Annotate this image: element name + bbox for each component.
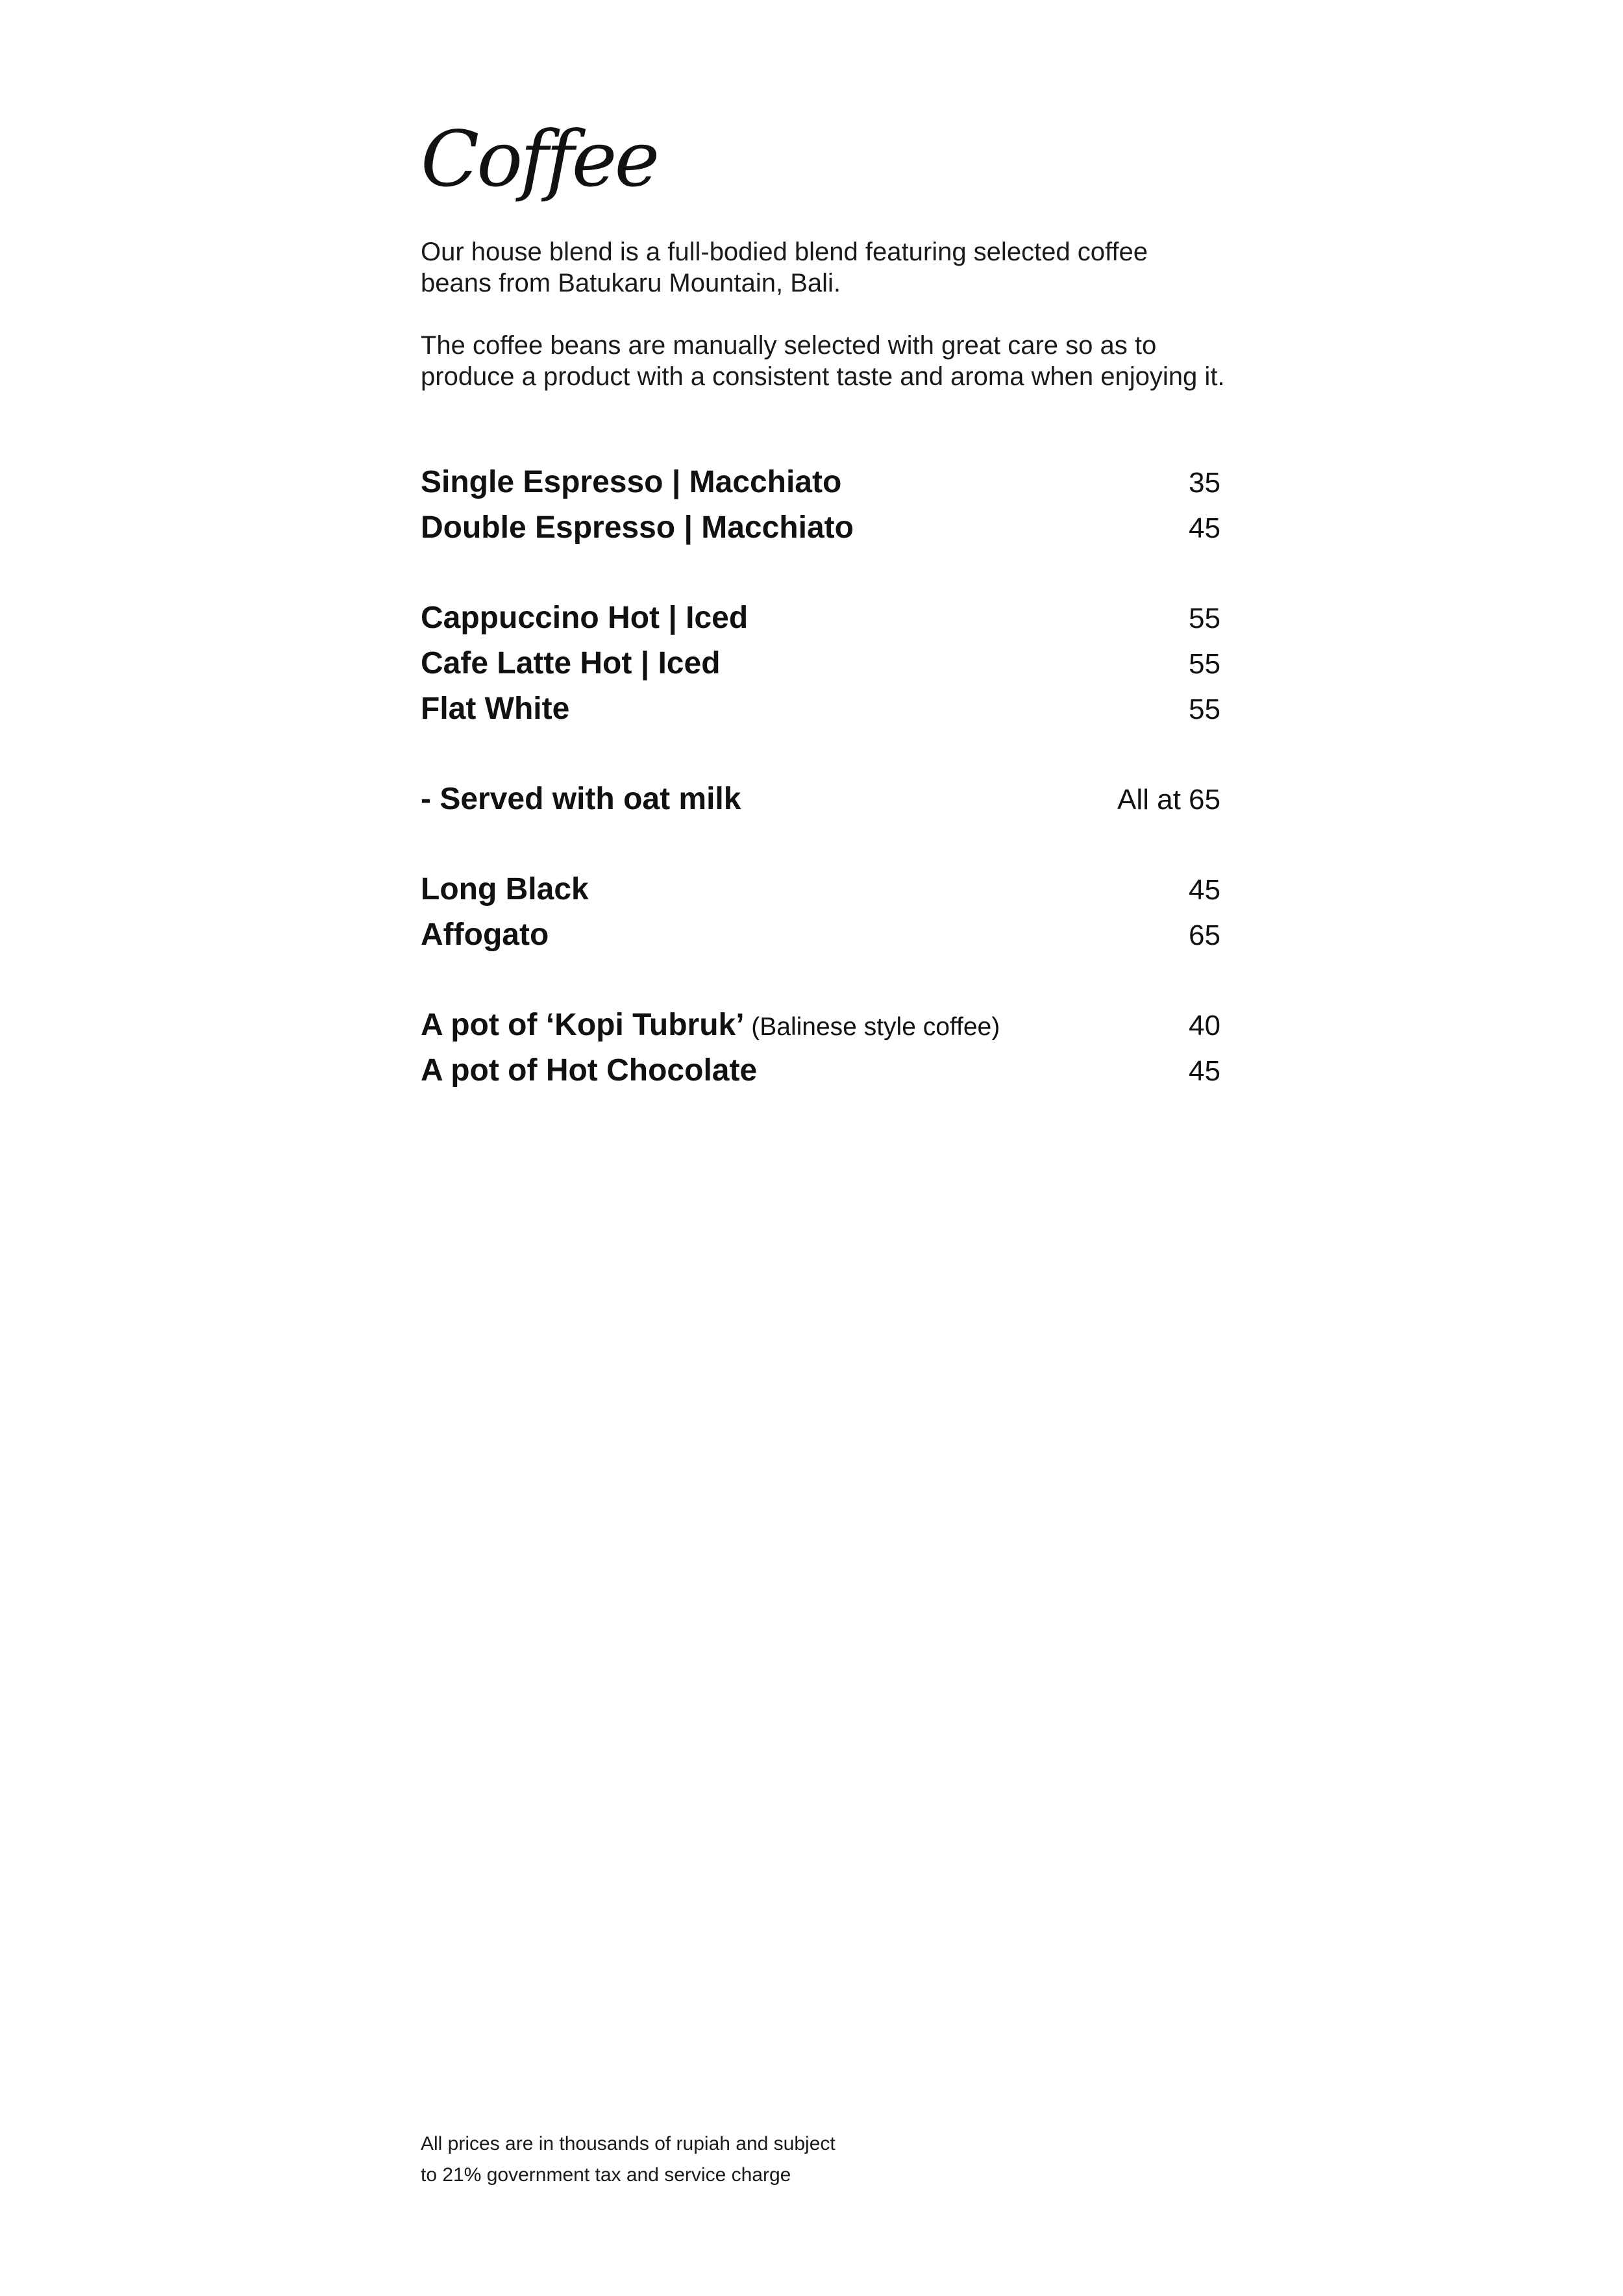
menu-item: [421, 1003, 1220, 1048]
menu-item: [421, 777, 1220, 822]
menu-item-price: 45: [1189, 1055, 1220, 1087]
menu-item-price: 45: [1189, 874, 1220, 906]
menu-item: [421, 505, 1220, 551]
menu-item-price: 65: [1189, 919, 1220, 951]
group-spacer: [421, 958, 1220, 1003]
menu-item: [421, 595, 1220, 641]
intro-paragraph-1: Our house blend is a full-bodied blend featuring selected coffee beans from Batukaru Mountain, Bali.: [421, 238, 1148, 297]
menu-item-name: Single Espresso | Macchiato: [421, 465, 842, 499]
menu-item: [421, 686, 1220, 732]
menu-item-name-wrapper: [421, 1003, 1000, 1050]
menu-item-price: 35: [1189, 467, 1220, 499]
menu-item: [421, 912, 1220, 958]
intro-text: [421, 236, 1226, 423]
group-spacer: [421, 732, 1220, 777]
menu-item-price: 40: [1189, 1010, 1220, 1042]
menu-item-name: Cafe Latte Hot | Iced: [421, 646, 721, 680]
menu-item-price: 45: [1189, 512, 1220, 544]
price-disclaimer: [421, 2128, 1005, 2191]
menu-list: [421, 460, 1220, 1093]
group-spacer: [421, 551, 1220, 595]
group-spacer: [421, 822, 1220, 867]
menu-item-name: Long Black: [421, 872, 589, 906]
menu-item-name: - Served with oat milk: [421, 782, 741, 816]
menu-item: [421, 460, 1220, 505]
menu-item-name: A pot of ‘Kopi Tubruk’: [421, 1008, 743, 1042]
menu-item: [421, 867, 1220, 912]
menu-item-note: (Balinese style coffee): [751, 1013, 1000, 1041]
menu-item-price: 55: [1189, 603, 1220, 634]
menu-item-name: A pot of Hot Chocolate: [421, 1053, 758, 1088]
menu-item-name: Cappuccino Hot | Iced: [421, 601, 749, 635]
menu-item: [421, 641, 1220, 686]
menu-item-name: Double Espresso | Macchiato: [421, 510, 854, 545]
disclaimer-line-1: All prices are in thousands of rupiah and subject: [421, 2133, 836, 2154]
menu-item: [421, 1048, 1220, 1093]
menu-item-price: 55: [1189, 693, 1220, 725]
menu-item-price: 55: [1189, 648, 1220, 680]
page-title: Coffee: [421, 114, 658, 204]
disclaimer-line-2: to 21% government tax and service charge: [421, 2164, 791, 2186]
menu-item-price: All at 65: [1117, 784, 1220, 816]
intro-paragraph-2: The coffee beans are manually selected with great care so as to produce a product with a consistent taste and aroma when enjoying it.: [421, 331, 1225, 391]
menu-item-name: Affogato: [421, 917, 549, 952]
menu-item-name: Flat White: [421, 692, 570, 726]
